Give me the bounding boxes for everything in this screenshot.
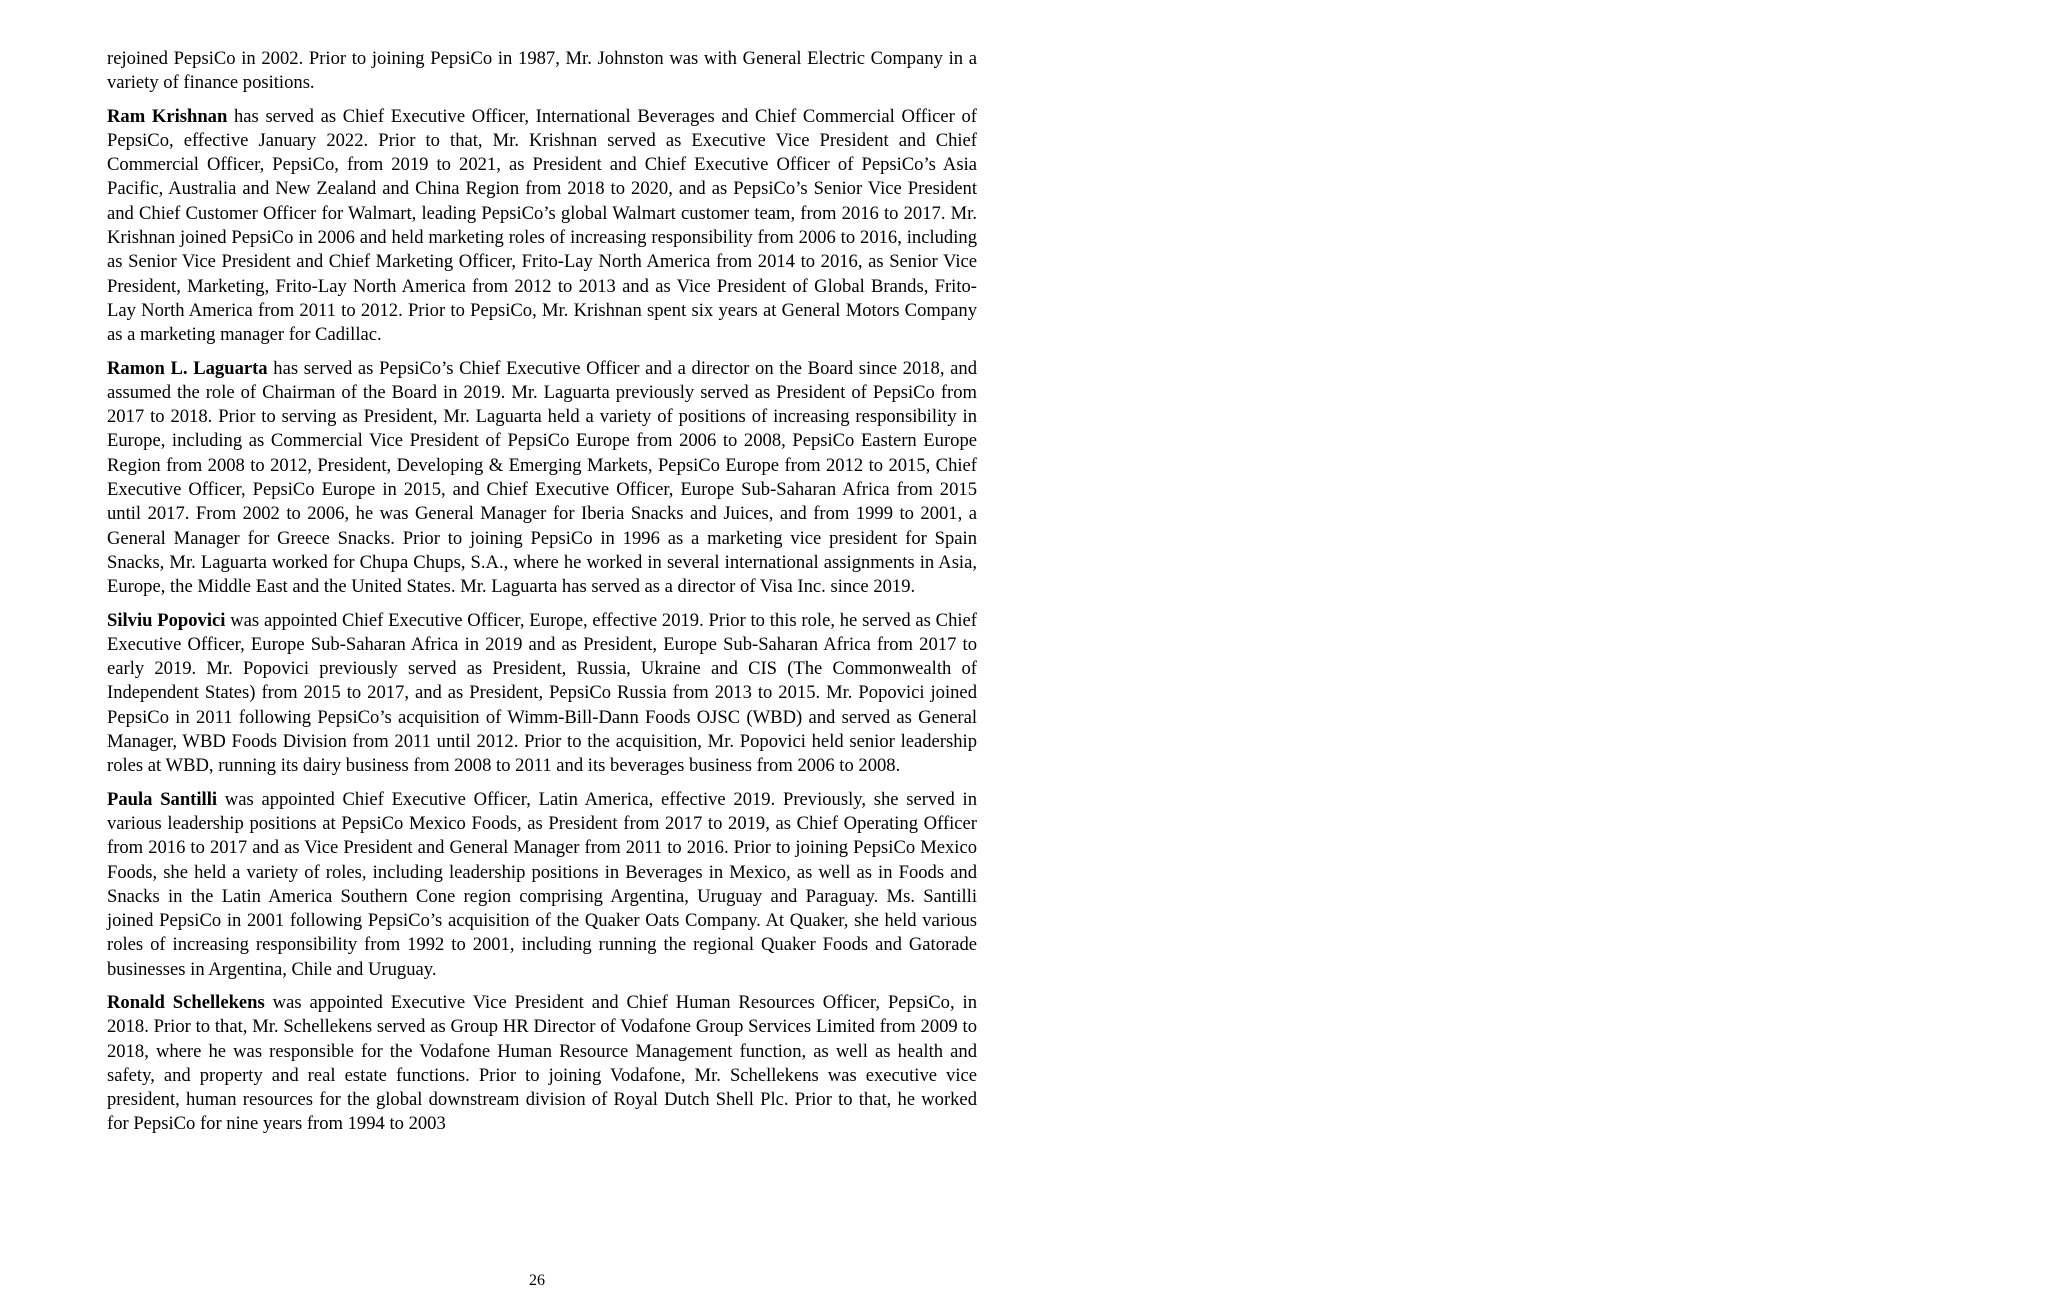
body-text-column — [107, 47, 977, 1146]
paragraph-text: was appointed Chief Executive Officer, Europe, effective 2019. Prior to this role, he served as Chief Executive Officer, Europe Sub-Saharan Africa in 2019 and as President, Europe Sub-Saharan Africa from 2017 to early 2019. Mr. Popovici previously served as President, Russia, Ukraine and CIS (The Commonwealth of Independent States) from 2015 to 2017, and as President, PepsiCo Russia from 2013 to 2015. Mr. Popovici joined PepsiCo in 2011 following PepsiCo’s acquisition of Wimm-Bill-Dann Foods OJSC (WBD) and served as General Manager, WBD Foods Division from 2011 until 2012. Prior to the acquisition, Mr. Popovici held senior leadership roles at WBD, running its dairy business from 2008 to 2011 and its beverages business from 2006 to 2008. — [107, 609, 977, 777]
paragraph-johnston-continued — [107, 47, 977, 96]
page-number: 26 — [529, 1272, 545, 1289]
paragraph-ram-krishnan — [107, 105, 977, 348]
paragraph-paula-santilli — [107, 788, 977, 982]
executive-name: Silviu Popovici — [107, 609, 226, 631]
executive-name: Ronald Schellekens — [107, 991, 265, 1013]
executive-name: Ramon L. Laguarta — [107, 357, 268, 379]
paragraph-text: has served as Chief Executive Officer, International Beverages and Chief Commercial Officer of PepsiCo, effective January 2022. Prior to that, Mr. Krishnan served as Executive Vice President and Chief Commercial Officer, PepsiCo, from 2019 to 2021, as President and Chief Executive Officer of PepsiCo’s Asia Pacific, Australia and New Zealand and China Region from 2018 to 2020, and as PepsiCo’s Senior Vice President and Chief Customer Officer for Walmart, leading PepsiCo’s global Walmart customer team, from 2016 to 2017. Mr. Krishnan joined PepsiCo in 2006 and held marketing roles of increasing responsibility from 2006 to 2016, including as Senior Vice President and Chief Marketing Officer, Frito-Lay North America from 2014 to 2016, as Senior Vice President, Marketing, Frito-Lay North America from 2012 to 2013 and as Vice President of Global Brands, Frito-Lay North America from 2011 to 2012. Prior to PepsiCo, Mr. Krishnan spent six years at General Motors Company as a marketing manager for Cadillac. — [107, 105, 977, 346]
paragraph-text: has served as PepsiCo’s Chief Executive Officer and a director on the Board since 2018, and assumed the role of Chairman of the Board in 2019. Mr. Laguarta previously served as President of PepsiCo from 2017 to 2018. Prior to serving as President, Mr. Laguarta held a variety of positions of increasing responsibility in Europe, including as Commercial Vice President of PepsiCo Europe from 2006 to 2008, PepsiCo Eastern Europe Region from 2008 to 2012, President, Developing & Emerging Markets, PepsiCo Europe from 2012 to 2015, Chief Executive Officer, PepsiCo Europe in 2015, and Chief Executive Officer, Europe Sub-Saharan Africa from 2015 until 2017. From 2002 to 2006, he was General Manager for Iberia Snacks and Juices, and from 1999 to 2001, a General Manager for Greece Snacks. Prior to joining PepsiCo in 1996 as a marketing vice president for Spain Snacks, Mr. Laguarta worked for Chupa Chups, S.A., where he worked in several international assignments in Asia, Europe, the Middle East and the United States. Mr. Laguarta has served as a director of Visa Inc. since 2019. — [107, 357, 977, 598]
executive-name: Ram Krishnan — [107, 105, 228, 127]
paragraph-ronald-schellekens — [107, 991, 977, 1137]
executive-name: Paula Santilli — [107, 788, 218, 810]
paragraph-ramon-laguarta — [107, 357, 977, 600]
paragraph-text: was appointed Chief Executive Officer, Latin America, effective 2019. Previously, she served in various leadership positions at PepsiCo Mexico Foods, as President from 2017 to 2019, as Chief Operating Officer from 2016 to 2017 and as Vice President and General Manager from 2011 to 2016. Prior to joining PepsiCo Mexico Foods, she held a variety of roles, including leadership positions in Beverages in Mexico, as well as in Foods and Snacks in the Latin America Southern Cone region comprising Argentina, Uruguay and Paraguay. Ms. Santilli joined PepsiCo in 2001 following PepsiCo’s acquisition of the Quaker Oats Company. At Quaker, she held various roles of increasing responsibility from 1992 to 2001, including running the regional Quaker Foods and Gatorade businesses in Argentina, Chile and Uruguay. — [107, 788, 977, 980]
paragraph-text: rejoined PepsiCo in 2002. Prior to joining PepsiCo in 1987, Mr. Johnston was with General Electric Company in a variety of finance positions. — [107, 48, 977, 94]
paragraph-text: was appointed Executive Vice President and Chief Human Resources Officer, PepsiCo, in 2018. Prior to that, Mr. Schellekens served as Group HR Director of Vodafone Group Services Limited from 2009 to 2018, where he was responsible for the Vodafone Human Resource Management function, as well as health and safety, and property and real estate functions. Prior to joining Vodafone, Mr. Schellekens was executive vice president, human resources for the global downstream division of Royal Dutch Shell Plc. Prior to that, he worked for PepsiCo for nine years from 1994 to 2003 — [107, 991, 977, 1135]
paragraph-silviu-popovici — [107, 609, 977, 779]
